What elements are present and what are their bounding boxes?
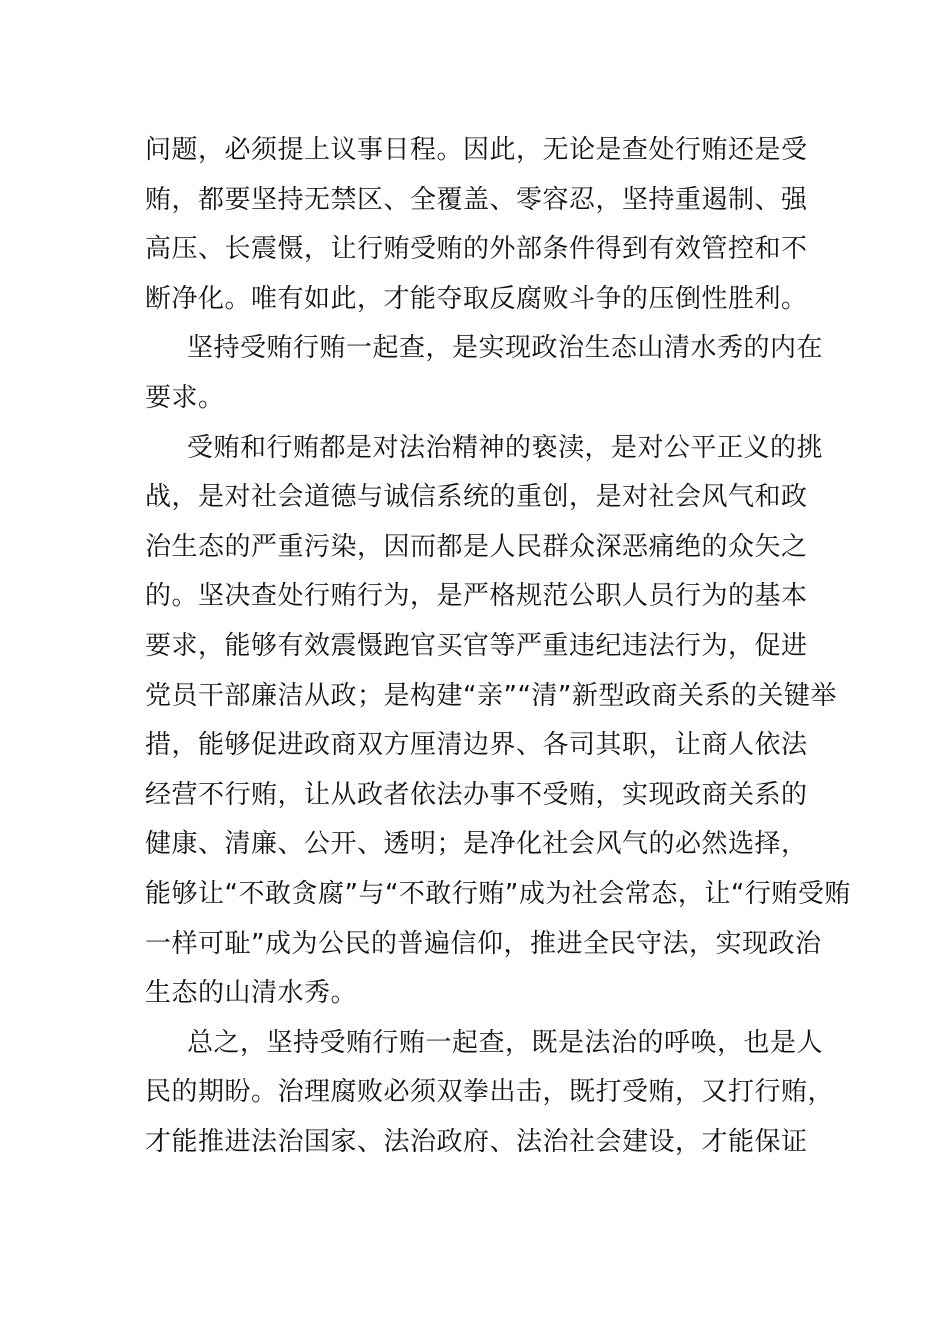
- text-line: 能够让“不敢贪腐”与“不敢行贿”成为社会常态，让“行贿受贿: [145, 878, 851, 909]
- text-line: 一样可耻”成为公民的普遍信仰，推进全民守法，实现政治: [145, 928, 822, 959]
- text-line: 健康、清廉、公开、透明；是净化社会风气的必然选择，: [145, 829, 808, 860]
- text-line: 措，能够促进政商双方厘清边界、各司其职，让商人依法: [145, 730, 808, 761]
- paragraph-first-line: 坚持受贿行贿一起查，是实现政治生态山清水秀的内在: [187, 333, 824, 364]
- text-line: 治生态的严重污染，因而都是人民群众深恶痛绝的众矢之: [145, 531, 808, 562]
- text-line: 经营不行贿，让从政者依法办事不受贿，实现政商关系的: [145, 779, 808, 810]
- text-line: 贿，都要坚持无禁区、全覆盖、零容忍，坚持重遏制、强: [145, 184, 808, 215]
- body-text: [145, 126, 851, 1167]
- paragraph-first-line: 受贿和行贿都是对法治精神的亵渎，是对公平正义的挑: [187, 432, 824, 463]
- text-line: 断净化。唯有如此，才能夺取反腐败斗争的压倒性胜利。: [145, 283, 808, 314]
- text-line: 的。坚决查处行贿行为，是严格规范公职人员行为的基本: [145, 581, 808, 612]
- text-line: 生态的山清水秀。: [145, 978, 358, 1009]
- paragraph-first-line: 总之，坚持受贿行贿一起查，既是法治的呼唤，也是人: [187, 1027, 824, 1058]
- text-line: 民的期盼。治理腐败必须双拳出击，既打受贿，又打行贿，: [145, 1077, 835, 1108]
- text-line: 党员干部廉洁从政；是构建“亲”“清”新型政商关系的关键举: [145, 680, 837, 711]
- text-line: 要求，能够有效震慑跑官买官等严重违纪违法行为，促进: [145, 630, 808, 661]
- text-line: 才能推进法治国家、法治政府、法治社会建设，才能保证: [145, 1126, 808, 1157]
- text-line: 问题，必须提上议事日程。因此，无论是查处行贿还是受: [145, 135, 808, 165]
- text-line: 战，是对社会道德与诚信系统的重创，是对社会风气和政: [145, 482, 808, 513]
- text-line: 高压、长震慑，让行贿受贿的外部条件得到有效管控和不: [145, 234, 808, 265]
- text-line: 要求。: [145, 382, 225, 413]
